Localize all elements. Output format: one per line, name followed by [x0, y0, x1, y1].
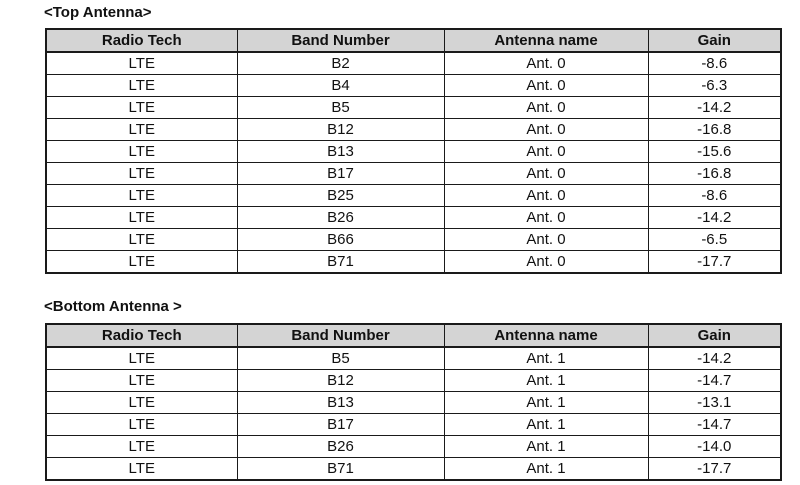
cell-antenna-name: Ant. 1	[444, 392, 648, 414]
cell-gain: -8.6	[648, 185, 781, 207]
table-row	[46, 97, 781, 119]
cell-band-number: B17	[237, 414, 444, 436]
cell-gain: -14.7	[648, 414, 781, 436]
cell-antenna-name: Ant. 0	[444, 185, 648, 207]
cell-gain: -14.0	[648, 436, 781, 458]
cell-radio-tech: LTE	[46, 207, 237, 229]
table-row	[46, 370, 781, 392]
cell-radio-tech: LTE	[46, 119, 237, 141]
column-header-band-number: Band Number	[237, 324, 444, 347]
cell-band-number: B12	[237, 119, 444, 141]
cell-radio-tech: LTE	[46, 229, 237, 251]
cell-band-number: B26	[237, 207, 444, 229]
cell-antenna-name: Ant. 0	[444, 229, 648, 251]
cell-gain: -16.8	[648, 119, 781, 141]
column-header-radio-tech: Radio Tech	[46, 324, 237, 347]
cell-gain: -17.7	[648, 458, 781, 481]
cell-antenna-name: Ant. 1	[444, 414, 648, 436]
cell-gain: -14.2	[648, 347, 781, 370]
column-header-gain: Gain	[648, 29, 781, 52]
table-row	[46, 75, 781, 97]
cell-antenna-name: Ant. 0	[444, 52, 648, 75]
table-header-row	[46, 324, 781, 347]
cell-band-number: B4	[237, 75, 444, 97]
cell-antenna-name: Ant. 0	[444, 163, 648, 185]
column-header-antenna-name: Antenna name	[444, 324, 648, 347]
cell-band-number: B71	[237, 458, 444, 481]
table-row	[46, 119, 781, 141]
cell-gain: -17.7	[648, 251, 781, 274]
table-header-row	[46, 29, 781, 52]
cell-radio-tech: LTE	[46, 392, 237, 414]
table-row	[46, 185, 781, 207]
cell-radio-tech: LTE	[46, 141, 237, 163]
cell-radio-tech: LTE	[46, 52, 237, 75]
cell-band-number: B71	[237, 251, 444, 274]
table-row	[46, 347, 781, 370]
cell-gain: -14.2	[648, 97, 781, 119]
cell-antenna-name: Ant. 0	[444, 141, 648, 163]
column-header-band-number: Band Number	[237, 29, 444, 52]
cell-radio-tech: LTE	[46, 414, 237, 436]
column-header-gain: Gain	[648, 324, 781, 347]
cell-band-number: B26	[237, 436, 444, 458]
cell-gain: -14.2	[648, 207, 781, 229]
cell-radio-tech: LTE	[46, 97, 237, 119]
cell-band-number: B2	[237, 52, 444, 75]
cell-band-number: B12	[237, 370, 444, 392]
cell-band-number: B17	[237, 163, 444, 185]
cell-antenna-name: Ant. 0	[444, 119, 648, 141]
cell-band-number: B5	[237, 97, 444, 119]
cell-radio-tech: LTE	[46, 163, 237, 185]
bottom-antenna-table	[45, 323, 782, 481]
table-row	[46, 52, 781, 75]
cell-radio-tech: LTE	[46, 75, 237, 97]
cell-antenna-name: Ant. 1	[444, 347, 648, 370]
cell-antenna-name: Ant. 1	[444, 458, 648, 481]
column-header-radio-tech: Radio Tech	[46, 29, 237, 52]
cell-radio-tech: LTE	[46, 347, 237, 370]
top-antenna-title: <Top Antenna>	[44, 4, 152, 21]
cell-antenna-name: Ant. 0	[444, 75, 648, 97]
table-row	[46, 458, 781, 481]
cell-radio-tech: LTE	[46, 458, 237, 481]
cell-gain: -16.8	[648, 163, 781, 185]
cell-gain: -8.6	[648, 52, 781, 75]
bottom-antenna-title: <Bottom Antenna >	[44, 298, 182, 315]
cell-gain: -14.7	[648, 370, 781, 392]
cell-antenna-name: Ant. 0	[444, 251, 648, 274]
cell-radio-tech: LTE	[46, 370, 237, 392]
top-antenna-table	[45, 28, 782, 274]
table-row	[46, 436, 781, 458]
cell-radio-tech: LTE	[46, 185, 237, 207]
cell-gain: -6.5	[648, 229, 781, 251]
table-row	[46, 414, 781, 436]
cell-gain: -6.3	[648, 75, 781, 97]
table-row	[46, 229, 781, 251]
cell-gain: -13.1	[648, 392, 781, 414]
table-row	[46, 392, 781, 414]
table-row	[46, 141, 781, 163]
cell-gain: -15.6	[648, 141, 781, 163]
table-row	[46, 251, 781, 274]
cell-antenna-name: Ant. 0	[444, 207, 648, 229]
cell-radio-tech: LTE	[46, 251, 237, 274]
cell-radio-tech: LTE	[46, 436, 237, 458]
table-row	[46, 207, 781, 229]
cell-band-number: B13	[237, 141, 444, 163]
cell-antenna-name: Ant. 0	[444, 97, 648, 119]
cell-band-number: B25	[237, 185, 444, 207]
column-header-antenna-name: Antenna name	[444, 29, 648, 52]
table-row	[46, 163, 781, 185]
cell-band-number: B66	[237, 229, 444, 251]
cell-band-number: B5	[237, 347, 444, 370]
cell-band-number: B13	[237, 392, 444, 414]
cell-antenna-name: Ant. 1	[444, 370, 648, 392]
cell-antenna-name: Ant. 1	[444, 436, 648, 458]
